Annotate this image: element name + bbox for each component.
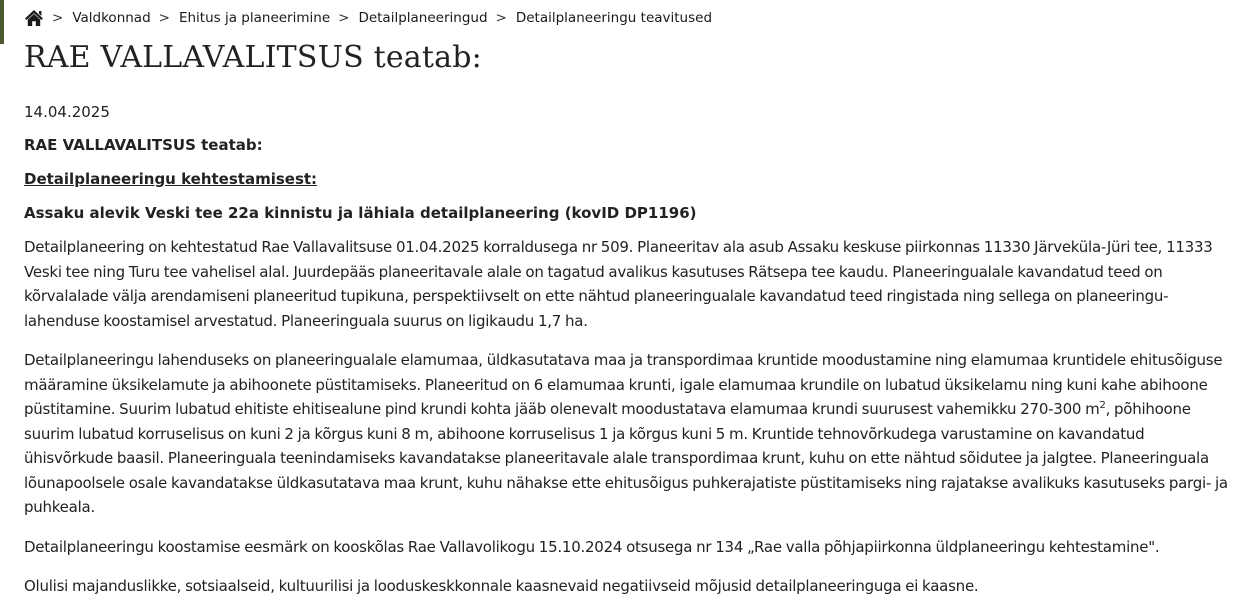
breadcrumb-separator: >: [52, 10, 64, 26]
paragraph-goal: Detailplaneeringu koostamise eesmärk on kooskõlas Rae Vallavolikogu 15.10.2024 otsusega nr 134 „Rae valla põhjapiirkonna üldplaneeringu kehtestamine".: [24, 537, 1160, 556]
section-heading: Detailplaneeringu kehtestamisest:: [24, 170, 318, 188]
breadcrumb-item-ehitus-ja-planeerimine[interactable]: Ehitus ja planeerimine: [178, 10, 331, 26]
home-icon: [24, 9, 44, 27]
plan-heading: Assaku alevik Veski tee 22a kinnistu ja lähiala detailplaneering (kovID DP1196): [24, 204, 697, 222]
breadcrumb-separator: >: [158, 10, 170, 26]
sidebar-accent-strip: [0, 0, 4, 44]
square-superscript: 2: [1099, 400, 1106, 411]
breadcrumb: [24, 0, 1228, 36]
breadcrumb-item-detailplaneeringud[interactable]: Detailplaneeringud: [358, 10, 488, 26]
breadcrumb-separator: >: [338, 10, 350, 26]
paragraph-intro: Detailplaneering on kehtestatud Rae Vallavalitsuse 01.04.2025 korraldusega nr 509. Planeeritav ala asub Assaku keskuse piirkonnas 11330 Järveküla-Jüri tee, 11333 Veski tee ning Turu tee vahelisel alal. Juurdepääs planeeritavale alale on tagatud avalikus kasutuses Rätsepa tee kaudu. Planeeringualale kavandatud teed on kõrvalalade välja arendamiseni planeeritud tupikuna, perspektiivselt on ette nähtud planeeringualale kavandatud teed ringistada ning sellega on planeeringulahenduse koostamisel arvestatud. Planeeringuala suurus on ligikaudu 1,7 ha.: [24, 238, 1213, 330]
paragraph-impact: Olulisi majanduslikke, sotsiaalseid, kultuurilisi ja looduskeskkonnale kaasnevaid negatiivseid mõjusid detailplaneeringuga ei kaasne.: [24, 577, 979, 595]
paragraph-solution-part-1: Detailplaneeringu lahenduseks on planeeringualale elamumaa, üldkasutatava maa ja transpordimaa kruntide moodustamine ning elamumaa kruntidele ehitusõiguse määramine üksikelamute ja abihoonete püstitamiseks. Planeeritud on 6 elamumaa krunti, igale elamumaa krundile on lubatud üksikelamu ning kuni kahe abihoone püstitamine. Suurim lubatud ehitiste ehitisealune pind krundi kohta jääb olenevalt moodustatava elamumaa krundi suurusest vahemikku 270-300 m: [24, 351, 1223, 418]
paragraph-solution-part-2: , põhihoone suurim lubatud korruselisus on kuni 2 ja kõrgus kuni 8 m, abihoone korruselisus 1 ja kõrgus kuni 5 m. Kruntide tehnovõrkudega varustamine on kavandatud ühisvõrkude baasil. Planeeringuala teenindamiseks kavandatakse planeeritavale alale transpordimaa krunt, kuhu on ette nähtud sõidutee ja jalgtee. Planeeringuala lõunapoolsele osale kavandatakse üldkasutatava maa krunt, kuhu nähakse ette ehitusõigus puhkerajatiste püstitamiseks ning rajatakse avalikuks kasutuseks pargi- ja puhkeala.: [24, 400, 1228, 516]
paragraph-solution: [24, 348, 1228, 520]
page-title: RAE VALLAVALITSUS teatab:: [24, 40, 482, 75]
breadcrumb-item-detailplaneeringu-teavitused[interactable]: Detailplaneeringu teavitused: [515, 10, 713, 26]
lead-text: RAE VALLAVALITSUS teatab:: [24, 136, 263, 154]
breadcrumb-item-valdkonnad[interactable]: Valdkonnad: [72, 10, 151, 26]
main-content: [24, 0, 1228, 614]
breadcrumb-separator: >: [495, 10, 507, 26]
publish-date: 14.04.2025: [24, 103, 110, 121]
home-link[interactable]: [24, 8, 44, 28]
